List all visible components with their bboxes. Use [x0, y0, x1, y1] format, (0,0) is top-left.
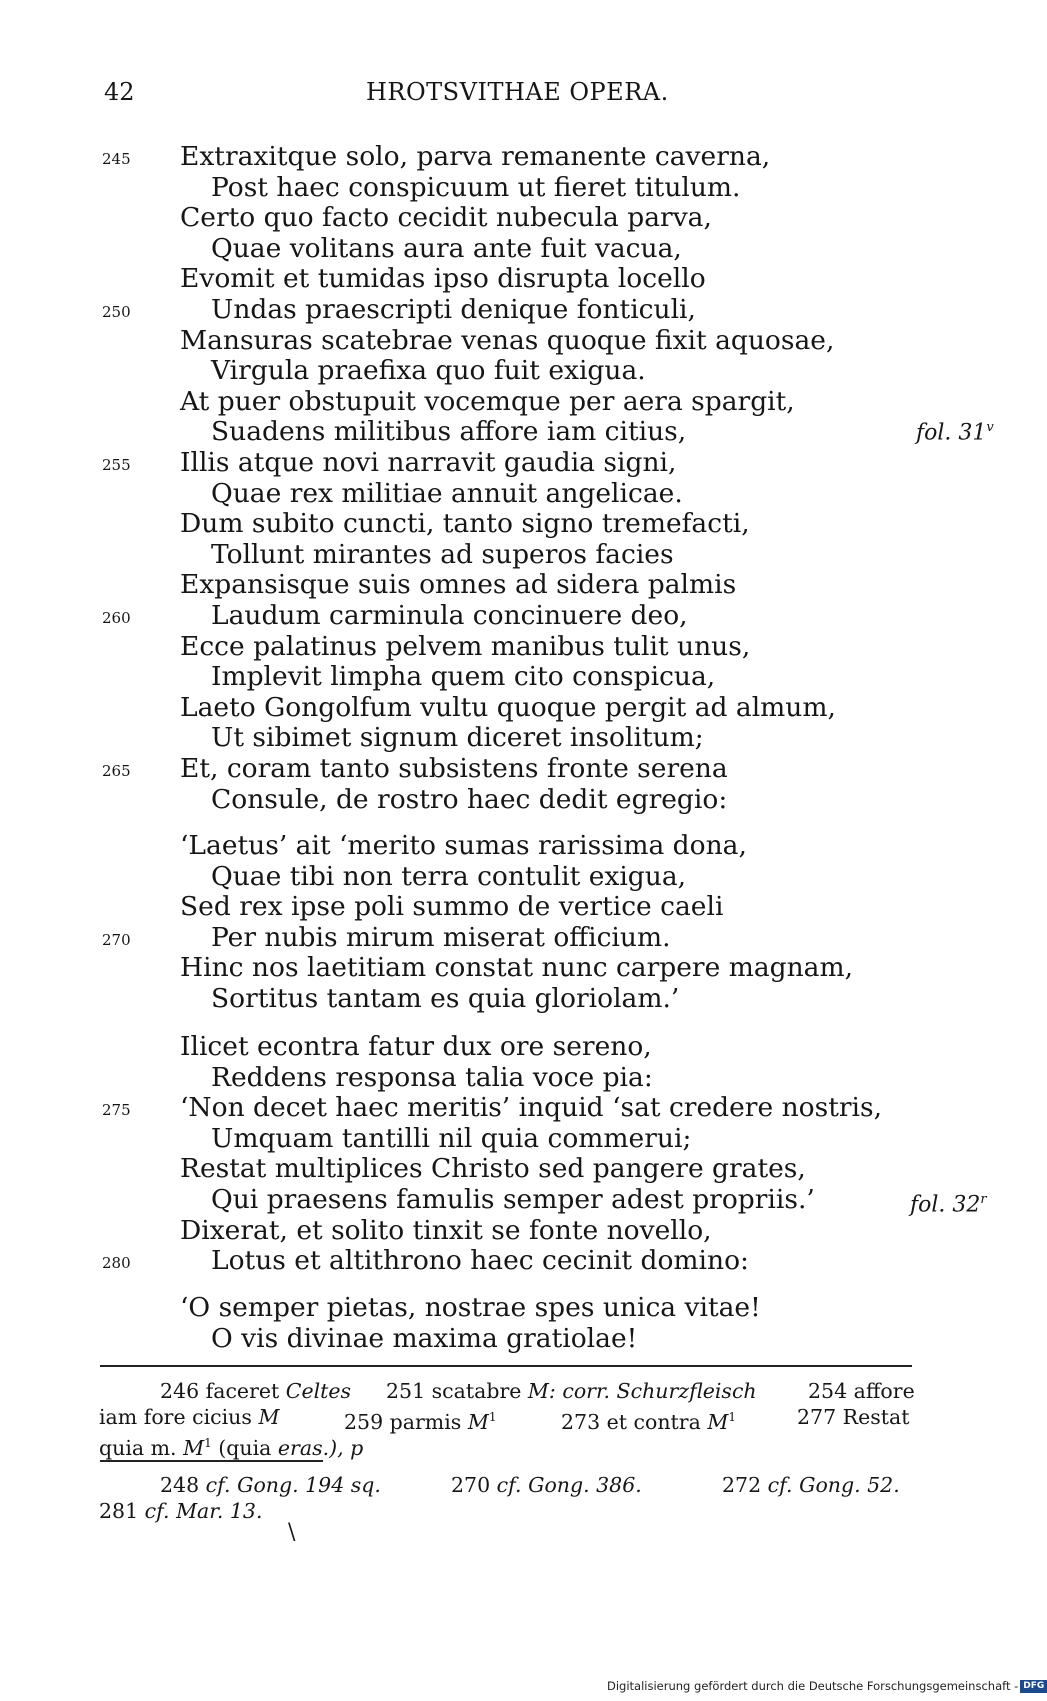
line-number: 260 — [102, 609, 131, 627]
source-note-272: 272 cf. Gong. 52. — [722, 1473, 900, 1497]
verse-line: Hinc nos laetitiam constat nunc carpere magnam, — [180, 952, 854, 984]
running-title: HROTSVITHAE OPERA. — [366, 78, 669, 106]
verse-line: ‘Non decet haec meritis’ inquid ‘sat credere nostris, — [180, 1092, 883, 1124]
stray-pen-mark: \ — [288, 1520, 296, 1545]
verse-line: Quae volitans aura ante fuit vacua, — [211, 232, 682, 264]
apparatus-line-1c: 254 affore — [808, 1379, 915, 1403]
folio-mark-31v: fol. 31$^v$ — [916, 420, 994, 446]
verse-line: Certo quo facto cecidit nubecula parva, — [180, 202, 712, 234]
verse-line: Post haec conspicuum ut fieret titulum. — [211, 171, 741, 203]
verse-line: ‘O semper pietas, nostrae spes unica vitae! — [180, 1292, 761, 1323]
verse-line: Extraxitque solo, parva remanente caverna, — [180, 141, 771, 172]
verse-line: Umquam tantilli nil quia commerui; — [211, 1122, 692, 1154]
verse-line: Consule, de rostro haec dedit egregio: — [211, 783, 728, 815]
verse-line: Tollunt mirantes ad superos facies — [211, 538, 674, 570]
verse-line: ‘Laetus’ ait ‘merito sumas rarissima dona, — [180, 830, 747, 861]
verse-line: Sed rex ipse poli summo de vertice caeli — [180, 891, 724, 923]
verse-line: Restat multiplices Christo sed pangere grates, — [180, 1153, 806, 1185]
verse-line: O vis divinae maxima gratiolae! — [211, 1322, 638, 1354]
verse-line: Ilicet econtra fatur dux ore sereno, — [180, 1031, 652, 1062]
verse-line: Qui praesens famulis semper adest propriis.’ — [211, 1184, 815, 1215]
verse-line: Virgula praefixa quo fuit exigua. — [211, 355, 646, 387]
digitization-footer: Digitalisierung gefördert durch die Deutsche Forschungsgemeinschaft - DFG — [607, 1679, 1047, 1693]
verse-line: Illis atque novi narravit gaudia signi, — [180, 447, 677, 478]
source-note-270: 270 cf. Gong. 386. — [451, 1473, 642, 1497]
source-note-281: 281 cf. Mar. 13. — [99, 1499, 263, 1523]
line-number: 255 — [102, 456, 131, 474]
verse-line: Et, coram tanto subsistens fronte serena — [180, 753, 728, 784]
verse-line: Expansisque suis omnes ad sidera palmis — [180, 569, 737, 601]
verse-line: Quae tibi non terra contulit exigua, — [211, 860, 687, 892]
apparatus-line-1b: 251 scatabre M: corr. Schurzfleisch — [386, 1379, 757, 1403]
verse-line: Quae rex militiae annuit angelicae. — [211, 477, 683, 509]
verse-line: At puer obstupuit vocemque per aera spargit, — [180, 385, 795, 417]
verse-line: Per nubis mirum miserat officium. — [211, 921, 671, 953]
verse-line: Dum subito cuncti, tanto signo tremefacti, — [180, 508, 750, 540]
verse-line: Ut sibimet signum diceret insolitum; — [211, 722, 704, 754]
line-number: 270 — [102, 930, 131, 949]
line-number: 250 — [102, 303, 131, 321]
verse-line: Dixerat, et solito tinxit se fonte novello, — [180, 1214, 712, 1246]
line-number: 280 — [102, 1254, 131, 1273]
apparatus-sources-divider — [100, 1460, 323, 1462]
apparatus-line-3: quia m. $M^1$ (quia eras.), p — [99, 1435, 364, 1460]
line-number: 265 — [102, 762, 131, 780]
verse-line: Undas praescripti denique fonticuli, — [211, 294, 696, 325]
verse-line: Lotus et altithrono haec cecinit domino: — [211, 1245, 749, 1277]
verse-line: Sortitus tantam es quia gloriolam.’ — [211, 983, 680, 1014]
verse-line: Suadens militibus affore iam citius, — [211, 416, 687, 448]
line-number: 245 — [102, 150, 131, 168]
verse-line: Ecce palatinus pelvem manibus tulit unus, — [180, 630, 751, 662]
folio-mark-32r: fol. 32$^r$ — [910, 1192, 987, 1218]
apparatus-line-1: 246 faceret Celtes — [160, 1379, 352, 1403]
apparatus-line-2: iam fore cicius M — [99, 1405, 280, 1429]
text-apparatus-divider — [100, 1365, 912, 1367]
verse-line: Laudum carminula concinuere deo, — [211, 600, 688, 631]
page-number: 42 — [104, 78, 135, 106]
apparatus-line-2d: 277 Restat — [797, 1405, 910, 1429]
verse-line: Mansuras scatebrae venas quoque fixit aquosae, — [180, 324, 835, 356]
apparatus-line-2c: 273 et contra $M^1$ — [561, 1409, 736, 1434]
verse-line: Implevit limpha quem cito conspicua, — [211, 661, 716, 693]
verse-line: Laeto Gongolfum vultu quoque pergit ad almum, — [180, 691, 836, 723]
verse-line: Reddens responsa talia voce pia: — [211, 1061, 653, 1093]
line-number: 275 — [102, 1101, 131, 1120]
apparatus-line-2b: 259 parmis $M^1$ — [344, 1409, 497, 1434]
verse-line: Evomit et tumidas ipso disrupta locello — [180, 263, 706, 295]
source-note-248: 248 cf. Gong. 194 sq. — [160, 1473, 381, 1497]
dfg-logo: DFG — [1020, 1680, 1047, 1693]
